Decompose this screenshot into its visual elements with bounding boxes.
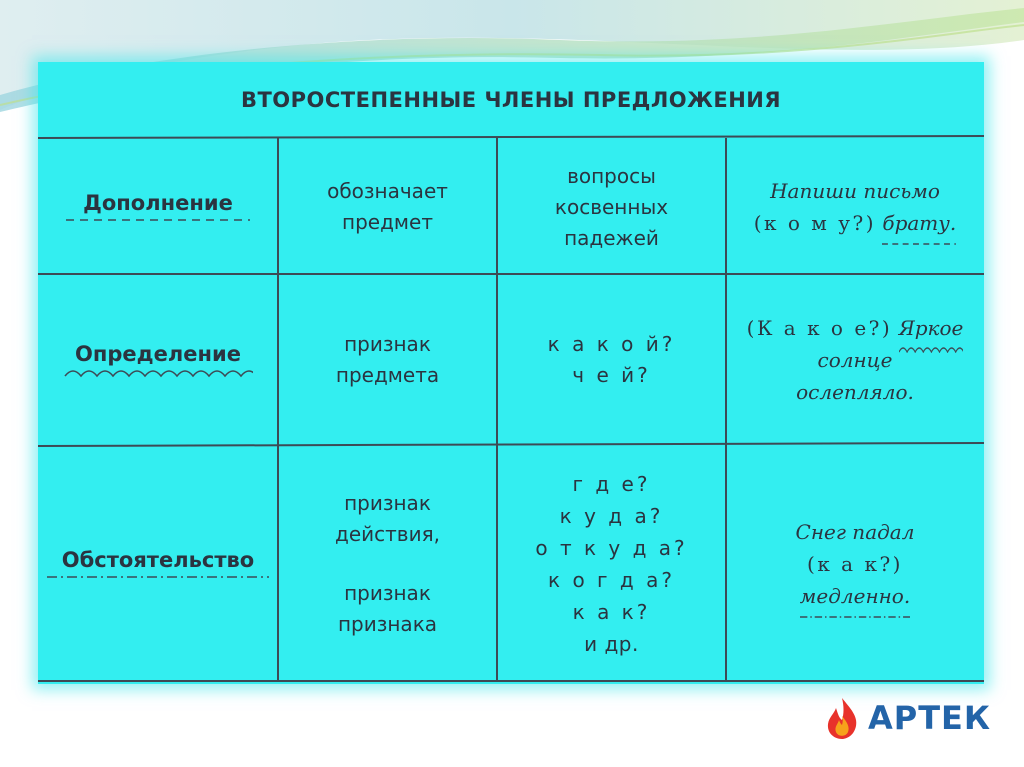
example-word: брату. [882,211,957,235]
example-line [754,207,956,239]
term-label: Обстоятельство [61,547,255,572]
logo-text: АРТЕК [868,699,992,737]
meaning-line: предмета [335,363,440,387]
dashed-underline [64,217,252,223]
question-line: г д е? [572,471,651,496]
row-obstoyatelstvo-questions [497,446,726,681]
example-word: медленно. [799,583,911,608]
question-line: и др. [584,631,639,656]
row-obstoyatelstvo-term [38,446,278,681]
row-dopolnenie-meaning [278,140,497,274]
meaning-line: признак [344,332,431,356]
row-opredelenie-example [726,276,984,444]
meaning-line: признак [344,490,431,515]
example-line: ослепляло. [796,380,914,404]
artek-logo [822,694,1002,742]
flame-icon [822,696,862,740]
row-opredelenie-term [38,276,278,444]
example-underlined-word [882,207,956,239]
example-question: (к а к?) [807,551,903,576]
example-line: Напиши письмо [770,179,940,203]
meaning-line: обозначает [327,179,448,203]
example-line: Снег падал [795,519,915,544]
dash-dot-underline [800,614,910,620]
meaning-line: предмет [342,210,433,234]
example-question: (К а к о е?) [746,316,893,340]
example-line [747,312,964,344]
question-line: ч е й? [572,363,651,387]
question-line: падежей [564,225,659,250]
meaning-line: признак [344,580,431,605]
row-obstoyatelstvo-example [726,446,984,681]
term-label: Определение [75,342,241,366]
row-opredelenie-questions [497,276,726,444]
example-underlined-word [800,580,910,612]
example-word: Яркое [898,316,964,340]
row-opredelenie-meaning [278,276,497,444]
question-line: косвенных [554,194,669,219]
question-line: к у д а? [559,503,664,528]
wavy-underline [63,368,253,378]
example-line: солнце [817,348,893,372]
dash-dot-underline [45,574,271,580]
wavy-underline [899,345,964,353]
row-dopolnenie-example [726,140,984,274]
example-underlined-word [899,312,964,344]
question-line: к о г д а? [548,567,675,592]
question-line: к а к о й? [547,332,676,356]
members-table [38,62,984,684]
row-dopolnenie-term [38,140,278,274]
meaning-line: признака [337,611,438,636]
term-label: Дополнение [83,191,233,215]
row-dopolnenie-questions [497,140,726,274]
example-question: (к о м у?) [753,211,877,235]
question-line: о т к у д а? [535,535,688,560]
question-line: вопросы [567,163,656,188]
table-title: ВТОРОСТЕПЕННЫЕ ЧЛЕНЫ ПРЕДЛОЖЕНИЯ [240,88,782,112]
question-line: к а к? [572,599,651,624]
meaning-line: действия, [335,521,440,546]
row-obstoyatelstvo-meaning [278,446,497,681]
dashed-underline [882,241,956,247]
